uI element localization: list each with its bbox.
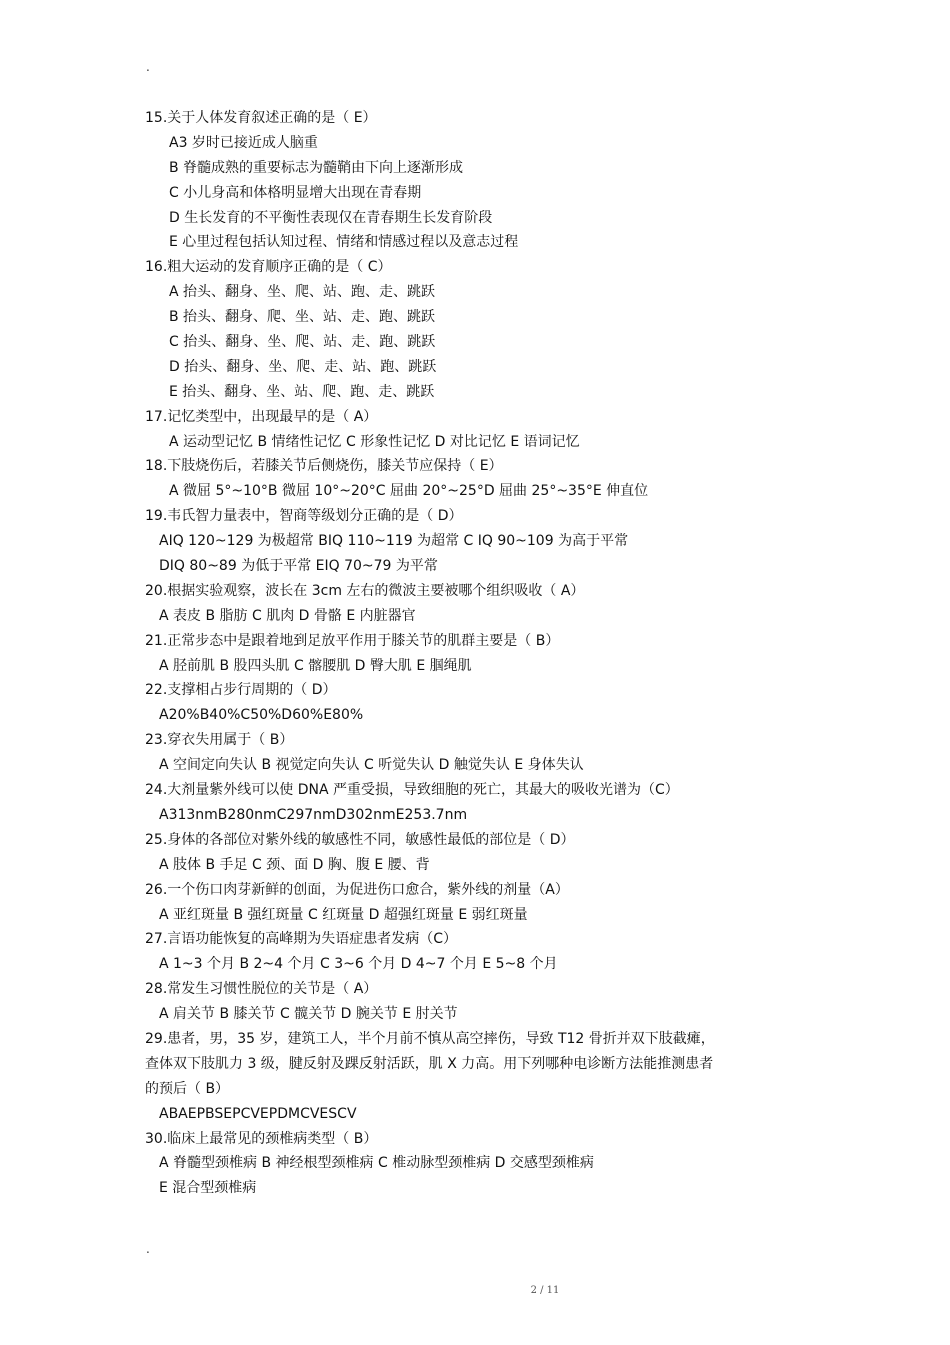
question-line: 28.常发生习惯性脱位的关节是（ A） [145, 981, 378, 998]
option-line: C 小儿身高和体格明显增大出现在青春期 [169, 184, 422, 201]
option-line: A 亚红斑量 B 强红斑量 C 红斑量 D 超强红斑量 E 弱红斑量 [159, 906, 528, 923]
question-line: 18.下肢烧伤后，若膝关节后侧烧伤，膝关节应保持（ E） [145, 458, 503, 475]
option-line: E 抬头、翻身、坐、站、爬、跑、走、跳跃 [169, 383, 435, 400]
option-line: ABAEPBSEPCVEPDMCVESCV [159, 1105, 357, 1122]
option-line: A3 岁时已接近成人脑重 [169, 134, 318, 151]
option-line: A 空间定向失认 B 视觉定向失认 C 听觉失认 D 触觉失认 E 身体失认 [159, 757, 584, 774]
option-line: A 1~3 个月 B 2~4 个月 C 3~6 个月 D 4~7 个月 E 5~8 个月 [159, 956, 558, 973]
option-line: A 脊髓型颈椎病 B 神经根型颈椎病 C 椎动脉型颈椎病 D 交感型颈椎病 [159, 1155, 594, 1172]
question-line: 26.一个伤口肉芽新鲜的创面，为促进伤口愈合，紫外线的剂量（A） [145, 881, 569, 898]
question-line: 16.粗大运动的发育顺序正确的是（ C） [145, 259, 392, 276]
question-line: 27.言语功能恢复的高峰期为失语症患者发病（C） [145, 931, 458, 948]
option-line: A 微屈 5°~10°B 微屈 10°~20°C 屈曲 20°~25°D 屈曲 25°~35°E 伸直位 [169, 483, 649, 500]
question-line: 19.韦氏智力量表中，智商等级划分正确的是（ D） [145, 508, 463, 525]
option-line: AIQ 120~129 为极超常 BIQ 110~119 为超常 C IQ 90~109 为高于平常 [159, 533, 629, 550]
document-body [145, 106, 765, 1201]
option-line: C 抬头、翻身、坐、爬、站、走、跑、跳跃 [169, 334, 436, 351]
option-line: A 胫前肌 B 股四头肌 C 髂腰肌 D 臀大肌 E 腘绳肌 [159, 657, 472, 674]
footer-mark: . [146, 1242, 150, 1256]
option-line: D 生长发育的不平衡性表现仅在青春期生长发育阶段 [169, 209, 493, 226]
option-line: E 混合型颈椎病 [159, 1180, 257, 1197]
option-line: B 脊髓成熟的重要标志为髓鞘由下向上逐渐形成 [169, 159, 464, 176]
option-line: A 肢体 B 手足 C 颈、面 D 胸、腹 E 腰、背 [159, 856, 430, 873]
question-line: 24.大剂量紫外线可以使 DNA 严重受损，导致细胞的死亡，其最大的吸收光谱为（C） [145, 782, 679, 799]
question-line: 17.记忆类型中，出现最早的是（ A） [145, 408, 378, 425]
option-line: A 表皮 B 脂肪 C 肌肉 D 骨骼 E 内脏器官 [159, 607, 416, 624]
question-line: 22.支撑相占步行周期的（ D） [145, 682, 337, 699]
option-line: D 抬头、翻身、坐、爬、走、站、跑、跳跃 [169, 358, 437, 375]
question-line: 15.关于人体发育叙述正确的是（ E） [145, 110, 377, 126]
question-line: 20.根据实验观察，波长在 3cm 左右的微波主要被哪个组织吸收（ A） [145, 582, 585, 599]
option-line: E 心里过程包括认知过程、情绪和情感过程以及意志过程 [169, 234, 519, 251]
question-line: 查体双下肢肌力 3 级，腱反射及踝反射活跃，肌 X 力高。用下列哪种电诊断方法能推测患者 [145, 1055, 714, 1072]
question-line: 25.身体的各部位对紫外线的敏感性不同，敏感性最低的部位是（ D） [145, 831, 575, 848]
option-line: B 抬头、翻身、爬、坐、站、走、跑、跳跃 [169, 309, 436, 326]
question-line: 29.患者，男，35 岁，建筑工人，半个月前不慎从高空摔伤，导致 T12 骨折并双下肢截瘫， [145, 1030, 715, 1047]
header-mark: . [146, 60, 150, 74]
question-line: 23.穿衣失用属于（ B） [145, 732, 294, 749]
option-line: A 运动型记忆 B 情绪性记忆 C 形象性记忆 D 对比记忆 E 语词记忆 [169, 433, 580, 450]
option-line: A 抬头、翻身、坐、爬、站、跑、走、跳跃 [169, 284, 436, 301]
option-line: A20%B40%C50%D60%E80% [159, 707, 364, 724]
option-line: DIQ 80~89 为低于平常 EIQ 70~79 为平常 [159, 558, 438, 575]
question-line: 的预后（ B） [145, 1080, 230, 1097]
question-line: 21.正常步态中是跟着地到足放平作用于膝关节的肌群主要是（ B） [145, 632, 560, 649]
option-line: A313nmB280nmC297nmD302nmE253.7nm [159, 806, 468, 823]
option-line: A 肩关节 B 膝关节 C 髋关节 D 腕关节 E 肘关节 [159, 1006, 458, 1023]
question-line: 30.临床上最常见的颈椎病类型（ B） [145, 1130, 378, 1147]
page-number: 2 / 11 [530, 1285, 560, 1296]
